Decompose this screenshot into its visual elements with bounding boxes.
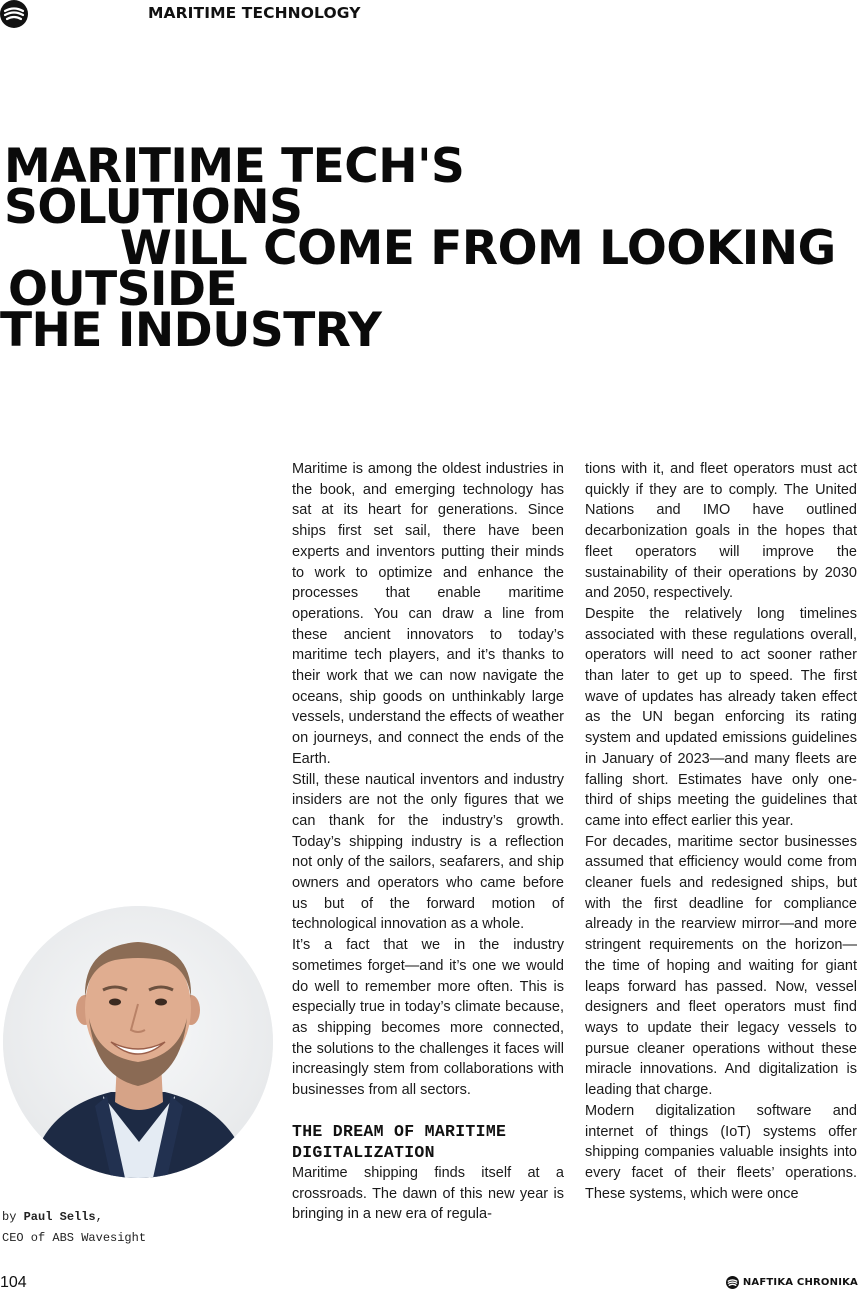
headline-line: WILL COME FROM LOOKING	[120, 221, 836, 276]
paragraph: For decades, maritime sector businesses assumed that efficiency would come from cleaner fuels and redesigned ships, but with the first deadline for compliance already in the rearview mirror—and more stringent requirements on the horizon—the time of hoping and waiting for giant leaps forward has passed. Now, vessel designers and fleet operators must find ways to update their legacy vessels to pursue cleaner operations without these miracle innovations. And digitalization is leading that charge.	[585, 833, 857, 1099]
headline-line: MARITIME TECH'S	[4, 139, 465, 194]
section-label: MARITIME TECHNOLOGY	[148, 4, 361, 22]
author-role: CEO of ABS Wavesight	[2, 1231, 147, 1245]
paragraph: tions with it, and fleet operators must act quickly if they are to comply. The United Nations and IMO have outlined decarbonization goals in the hopes that fleet operators will improve the sustainability of their operations by 2030 and 2050, respectively.	[585, 461, 857, 602]
paragraph: Maritime is among the oldest industries in the book, and emerging technology has sat at its heart for generations. Since ships first set sail, there have been experts and inventors putting their minds to work to optimize and enhance the processes that enable maritime operations. You can draw a line from these ancient innovators to today’s maritime tech players, and it’s thanks to their work that we can now navigate the oceans, ship goods on unthinkably large vessels, understand the effects of weather on journeys, and connect the ends of the Earth.	[292, 461, 564, 767]
headline-line: SOLUTIONS	[4, 180, 303, 235]
author-portrait	[3, 906, 273, 1178]
headline-line: OUTSIDE	[8, 262, 238, 317]
paragraph: Modern digitalization software and internet of things (IoT) systems offer shipping companies valuable insights into every facet of their fleets’ operations. These systems, which were once	[585, 1102, 857, 1202]
byline	[2, 1207, 146, 1249]
paragraph: Despite the relatively long timelines associated with these regulations overall, operators will need to act sooner rather than later to get up to speed. The first wave of updates has already taken effect as the UN began enforcing its rating system and updated emissions guidelines in January of 2023—and many fleets are falling short. Estimates have only one-third of ships meeting the guidelines that came into effect earlier this year.	[585, 605, 857, 829]
publication-name: NAFTIKA CHRONIKA	[742, 1277, 858, 1288]
wave-logo-icon	[0, 0, 28, 28]
wave-logo-icon	[726, 1276, 739, 1289]
paragraph: Maritime shipping finds itself at a crossroads. The dawn of this new year is bringing in a new era of regula-	[292, 1164, 564, 1223]
article-column-1	[292, 459, 564, 1225]
footer-brand	[726, 1276, 858, 1289]
byline-comma: ,	[95, 1210, 103, 1224]
byline-author-line	[2, 1207, 146, 1228]
section-subheading: THE DREAM OF MARITIME DIGITALIZATION	[292, 1121, 507, 1162]
paragraph: It’s a fact that we in the industry sometimes forget—and it’s one we would do well to remember more often. This is especially true in today’s climate because, as shipping becomes more connected, the solutions to the challenges it faces will increasingly stem from collaborations with businesses from all sectors.	[292, 937, 564, 1099]
paragraph: Still, these nautical inventors and industry insiders are not the only figures that we can thank for the industry’s growth. Today’s shipping industry is a reflection not only of the sailors, seafarers, and ship owners and operators who came before us but of the forward motion of technological innovation as a whole.	[292, 771, 564, 933]
author-name: Paul Sells	[23, 1210, 96, 1224]
byline-prefix: by	[2, 1210, 24, 1224]
headline-line: THE INDUSTRY	[0, 303, 382, 358]
article-headline	[0, 139, 860, 358]
page-number: 104	[0, 1274, 27, 1291]
article-column-2	[585, 459, 857, 1204]
